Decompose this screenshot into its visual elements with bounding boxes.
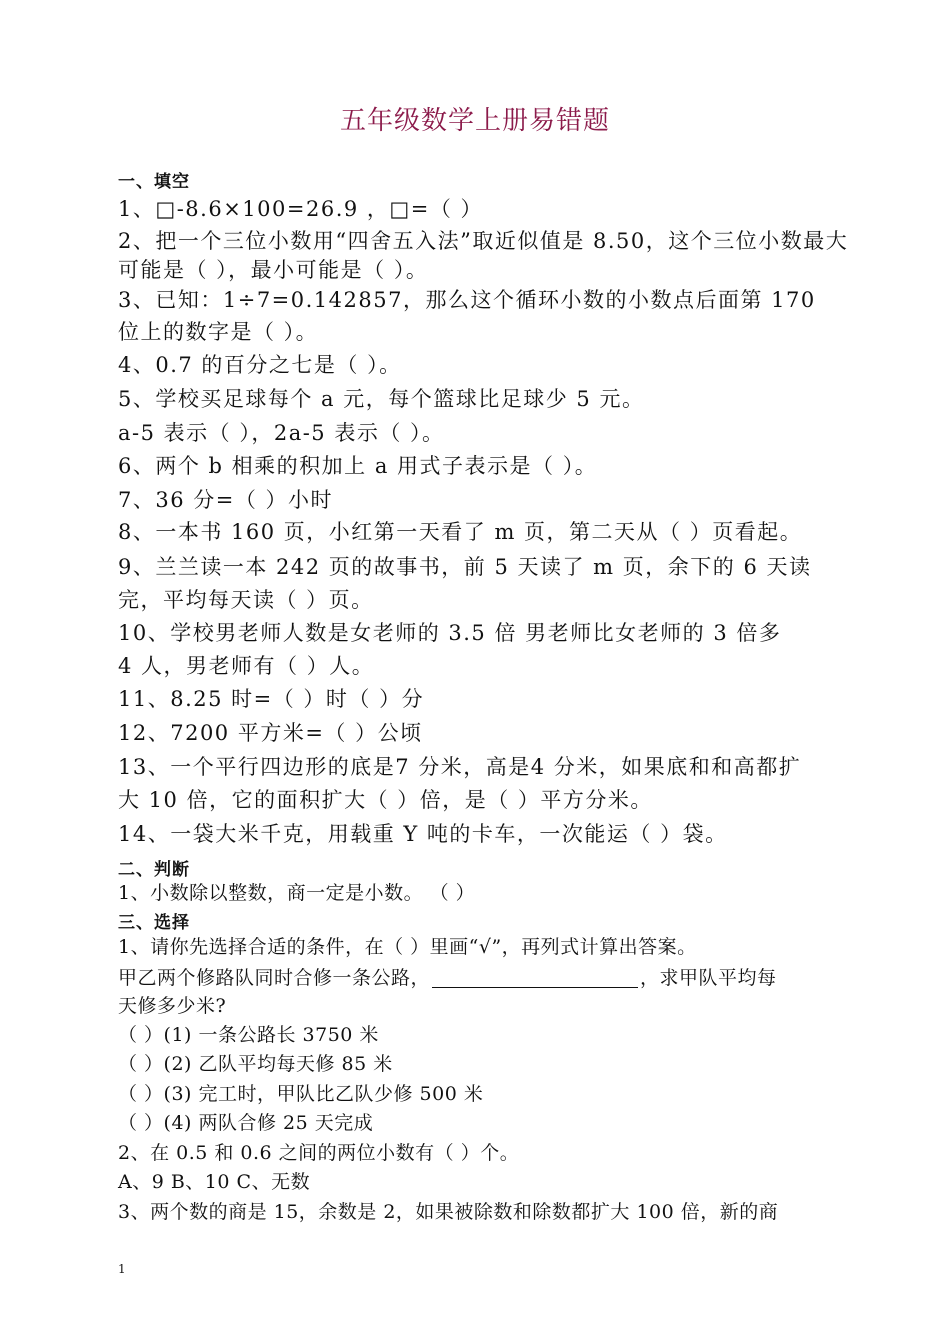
question-line: 3、已知：1÷7=0.142857，那么这个循环小数的小数点后面第 170 xyxy=(118,288,816,312)
question-line: 3、两个数的商是 15，余数是 2，如果被除数和除数都扩大 100 倍，新的商 xyxy=(118,1201,779,1223)
question-line: 5、学校买足球每个 a 元，每个篮球比足球少 5 元。 xyxy=(118,387,645,411)
question-line: 6、两个 b 相乘的积加上 a 用式子表示是（ ）。 xyxy=(118,454,598,478)
question-line: 13、一个平行四边形的底是7 分米，高是4 分米，如果底和和高都扩 xyxy=(118,755,802,779)
question-line: a-5 表示（ ），2a-5 表示（ ）。 xyxy=(118,421,445,445)
document-title: 五年级数学上册易错题 xyxy=(339,106,610,136)
option-item: （ ）(4) 两队合修 25 天完成 xyxy=(118,1112,374,1134)
question-line: 1、请你先选择合适的条件，在（ ）里画“√”，再列式计算出答案。 xyxy=(118,936,697,958)
question-line: 11、8.25 时=（ ）时（ ）分 xyxy=(118,687,425,711)
question-line: 4、0.7 的百分之七是（ ）。 xyxy=(118,353,402,377)
page-number: 1 xyxy=(118,1262,126,1276)
question-line: 大 10 倍，它的面积扩大（ ）倍，是（ ）平方分米。 xyxy=(118,788,653,812)
section-heading-fill-in: 一、填空 xyxy=(118,172,190,192)
question-line: 12、7200 平方米=（ ）公顷 xyxy=(118,721,423,745)
question-line: 1、□-8.6×100=26.9 ，□=（ ） xyxy=(118,197,484,221)
question-line: 2、把一个三位小数用“四舍五入法”取近似值是 8.50，这个三位小数最大 xyxy=(118,229,849,253)
question-line: 4 人，男老师有（ ）人。 xyxy=(118,654,375,678)
question-line-with-blank xyxy=(118,967,777,988)
question-line: 天修多少米? xyxy=(118,995,227,1017)
question-line: 位上的数字是（ ）。 xyxy=(118,320,319,344)
section-heading-choice: 三、选择 xyxy=(118,913,190,933)
question-line: 9、兰兰读一本 242 页的故事书，前 5 天读了 m 页，余下的 6 天读 xyxy=(118,555,812,579)
section-heading-judgement: 二、判断 xyxy=(118,860,190,880)
answer-blank[interactable] xyxy=(432,967,638,988)
option-item: （ ）(3) 完工时，甲队比乙队少修 500 米 xyxy=(118,1083,484,1105)
question-line: 7、36 分=（ ）小时 xyxy=(118,488,334,512)
question-text: ，求甲队平均每 xyxy=(640,967,777,989)
question-line: 完，平均每天读（ ）页。 xyxy=(118,588,374,612)
option-item: （ ）(2) 乙队平均每天修 85 米 xyxy=(118,1053,393,1075)
question-line: 14、一袋大米千克，用载重 Y 吨的卡车，一次能运（ ）袋。 xyxy=(118,822,728,846)
choice-options: A、9 B、10 C、无数 xyxy=(118,1171,311,1193)
question-line: 可能是（ ），最小可能是（ ）。 xyxy=(118,258,429,282)
question-line: 1、小数除以整数，商一定是小数。 （ ） xyxy=(118,882,476,904)
question-text: 甲乙两个修路队同时合修一条公路， xyxy=(118,967,431,989)
option-item: （ ）(1) 一条公路长 3750 米 xyxy=(118,1024,379,1046)
question-line: 10、学校男老师人数是女老师的 3.5 倍 男老师比女老师的 3 倍多 xyxy=(118,621,782,645)
question-line: 8、一本书 160 页，小红第一天看了 m 页，第二天从（ ）页看起。 xyxy=(118,520,803,544)
question-line: 2、在 0.5 和 0.6 之间的两位小数有（ ）个。 xyxy=(118,1142,520,1164)
